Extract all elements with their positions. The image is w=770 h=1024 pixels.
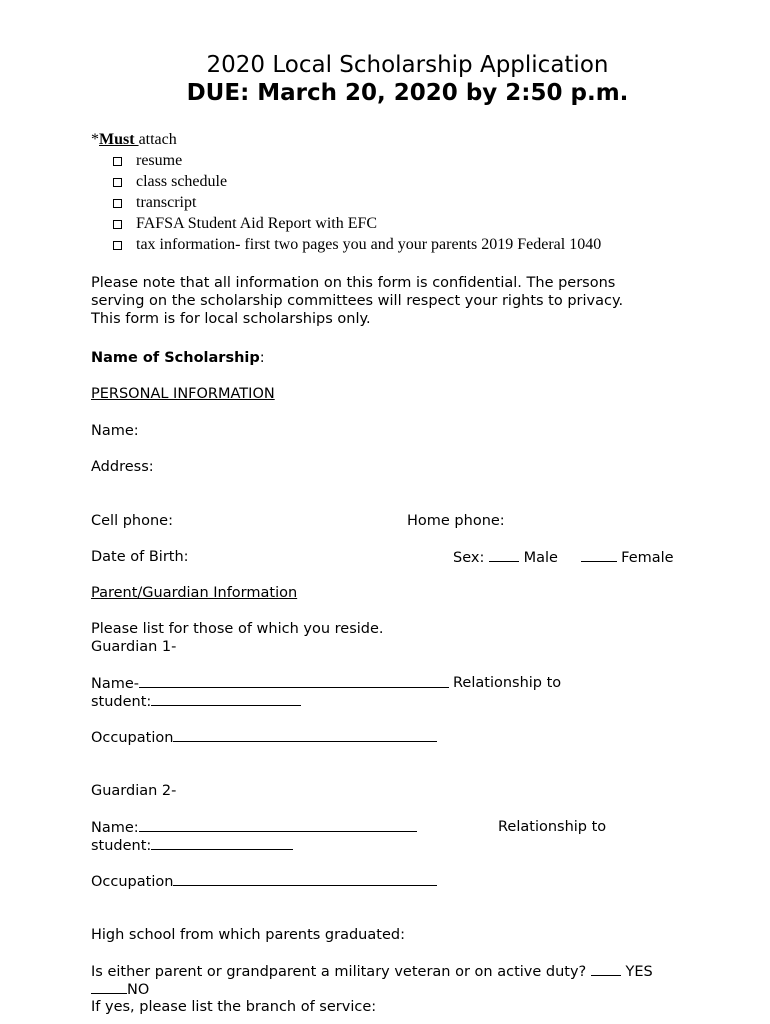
military-no-label: NO [127,982,150,998]
scholarship-name-field [91,349,265,367]
attach-item-tax-info: tax information- first two pages you and your parents 2019 Federal 1040 [136,236,602,253]
notice-line-1: Please note that all information on this form is confidential. The persons [91,275,616,291]
name-label: Name: [91,423,139,439]
attach-item-fafsa: FAFSA Student Aid Report with EFC [136,215,378,232]
guardian-1-relationship-blank[interactable] [151,692,301,706]
guardian-2-name-blank[interactable] [139,818,417,832]
guardian-2-label: Guardian 2- [91,783,177,799]
checkbox-tax-info[interactable] [113,241,122,250]
military-question: Is either parent or grandparent a military veteran or on active duty? [91,964,587,980]
attach-item-class-schedule: class schedule [136,173,228,190]
attach-heading [91,129,177,150]
guardian-2-name-field [91,818,417,837]
guardian-1-student-label: student: [91,694,152,710]
attach-label: attach [138,131,177,148]
guardian-1-occupation-blank[interactable] [173,728,437,742]
checkbox-fafsa[interactable] [113,220,122,229]
military-no-blank[interactable] [91,980,127,994]
guardian-2-occupation-blank[interactable] [173,872,437,886]
guardian-1-occupation-label: Occupation [91,730,174,746]
asterisk: * [91,131,99,148]
sex-field [453,548,674,567]
military-branch-label: If yes, please list the branch of service: [91,999,377,1015]
reside-instruction: Please list for those of which you reside. [91,621,384,637]
guardian-1-name-field [91,674,449,693]
guardian-1-name-blank[interactable] [139,674,449,688]
must-label: Must [99,131,139,148]
personal-info-heading: PERSONAL INFORMATION [91,386,275,402]
parent-info-heading: Parent/Guardian Information [91,585,298,601]
high-school-label: High school from which parents graduated: [91,927,405,943]
guardian-2-name-label: Name: [91,820,139,836]
notice-line-3: This form is for local scholarships only. [91,311,371,327]
military-question-field [91,962,653,981]
attach-item-resume: resume [136,152,183,169]
dob-label: Date of Birth: [91,549,189,565]
male-label: Male [523,550,558,566]
military-no-field [91,980,149,999]
female-label: Female [621,550,674,566]
guardian-1-name-label: Name- [91,676,140,692]
sex-label: Sex: [453,550,485,566]
home-phone-label: Home phone: [407,513,505,529]
military-yes-blank[interactable] [591,962,621,976]
guardian-2-relationship-blank[interactable] [151,836,293,850]
male-blank[interactable] [489,548,519,562]
scholarship-label: Name of Scholarship [91,350,260,366]
notice-line-2: serving on the scholarship committees will respect your rights to privacy. [91,293,624,309]
guardian-1-label: Guardian 1- [91,639,177,655]
guardian-2-occupation-field [91,872,437,891]
guardian-1-occupation-field [91,728,437,747]
due-date: DUE: March 20, 2020 by 2:50 p.m. [186,80,629,106]
guardian-2-occupation-label: Occupation [91,874,174,890]
attach-item-transcript: transcript [136,194,197,211]
page-title: 2020 Local Scholarship Application [206,52,609,78]
guardian-2-student-field [91,836,293,855]
female-blank[interactable] [581,548,617,562]
checkbox-class-schedule[interactable] [113,178,122,187]
cell-phone-label: Cell phone: [91,513,173,529]
address-label: Address: [91,459,154,475]
checkbox-resume[interactable] [113,157,122,166]
guardian-1-relationship-label: Relationship to [453,675,562,691]
guardian-1-student-field [91,692,301,711]
guardian-2-relationship-label: Relationship to [498,819,607,835]
scholarship-colon: : [259,350,265,366]
guardian-2-student-label: student: [91,838,152,854]
military-yes-label: YES [625,964,653,980]
checkbox-transcript[interactable] [113,199,122,208]
